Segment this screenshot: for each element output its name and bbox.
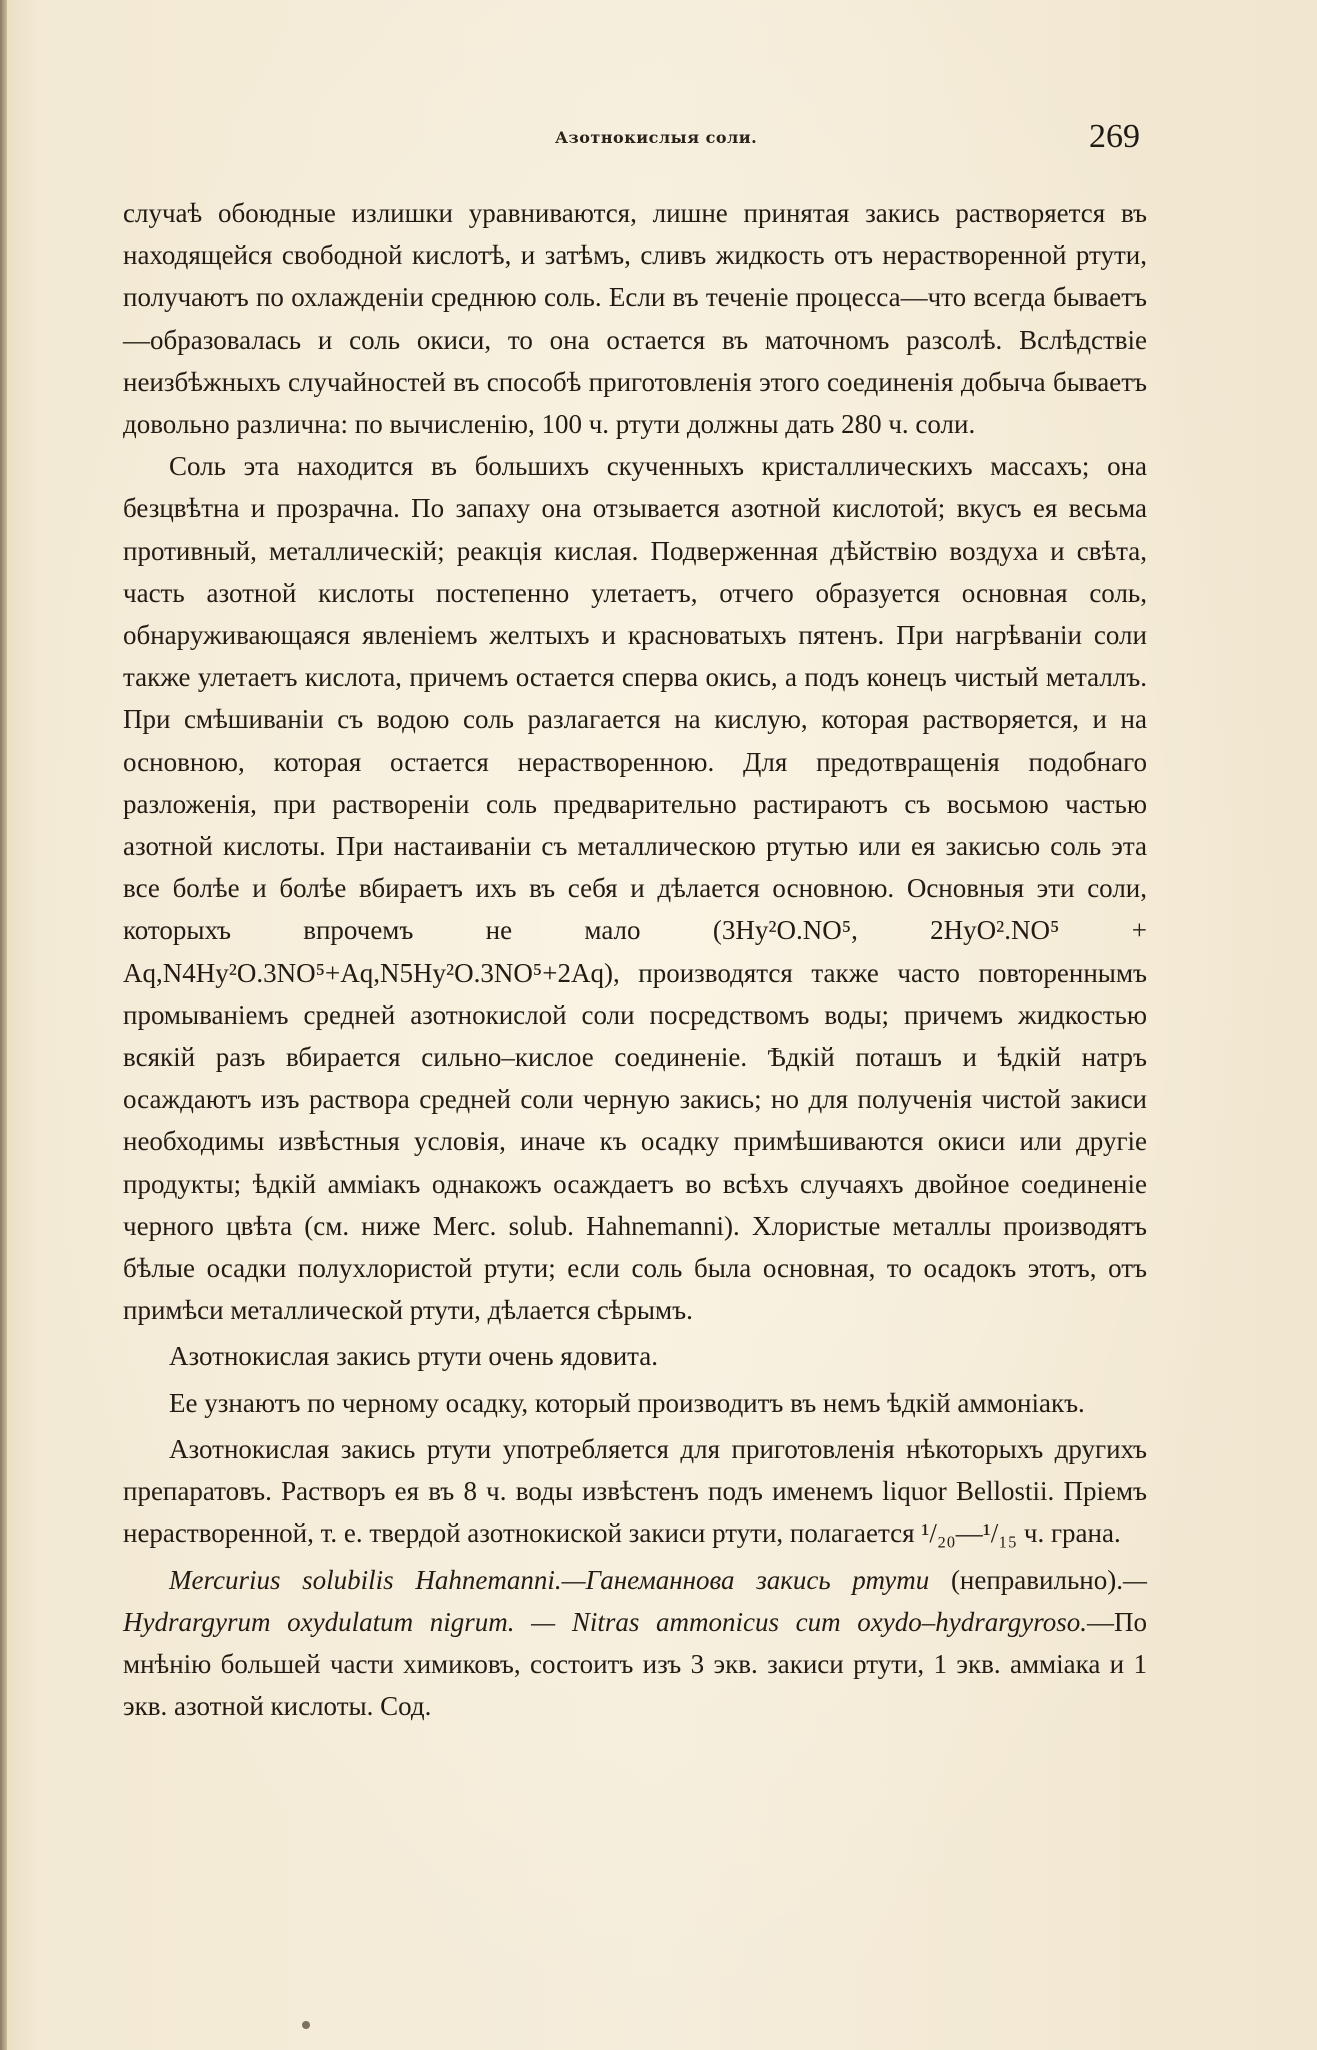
body-text	[123, 192, 1147, 1727]
paragraph: Ее узнаютъ по черному осадку, который производитъ въ немъ ѣдкій аммоніакъ.	[169, 1387, 1085, 1418]
latin-synonyms: —Hydrargyrum oxydulatum nigrum. — Nitras ammonicus cum oxydo–hydrargyroso.	[123, 1564, 1147, 1637]
paragraph: Соль эта находится въ большихъ скученныхъ кристаллическихъ массахъ; она безцвѣтна и прозрачна. По запаху она отзывается азотной кислотой; вкусъ ея весьма противный, металлическій; реакція кислая. Подверженная дѣйствію воздуха и свѣта, часть азотной кислоты постепенно улетаетъ, отчего образуется основная соль, обнаруживающаяся явленіемъ желтыхъ и красноватыхъ пятенъ. При нагрѣваніи соли также улетаетъ кислота, причемъ остается сперва окись, а подъ конецъ чистый металлъ. При смѣшиваніи съ водою соль разлагается на кислую, которая растворяется, и на основною, которая остается нерастворенною. Для предотвращенія подобнаго разложенія, при раствореніи соль предварительно растираютъ съ восьмою частью азотной кислоты. При настаиваніи съ металлическою ртутью или ея закисью соль эта все болѣе и болѣе вбираетъ ихъ въ себя и дѣлается основною. Основныя эти соли, которыхъ впрочемъ не мало (3Hy²O.NO⁵, 2HyO².NO⁵ + Aq,N4Hy²O.3NO⁵+Aq,N5Hy²O.3NO⁵+2Aq), производятся также часто повтореннымъ промываніемъ средней азотнокислой соли посредствомъ воды; причемъ жидкостью всякій разъ вбирается сильно–кислое соединеніе. Ѣдкій поташъ и ѣдкій натръ осаждаютъ изъ раствора средней соли черную закись; но для полученія чистой закиси необходимы извѣстныя условія, иначе къ осадку примѣшиваются окиси или другіе продукты; ѣдкій амміакъ однакожъ осаждаетъ во всѣхъ случаяхъ двойное соединеніе черного цвѣта (см. ниже Merc. solub. Hahnemanni). Хлористые металлы производятъ бѣлые осадки полухлористой ртути; если соль была основная, то осадокъ этотъ, отъ примѣси металлической ртути, дѣлается сѣрымъ.	[123, 451, 1147, 1326]
text-run: —По мнѣнію большей части химиковъ, состоитъ изъ 3 экв. закиси ртути, 1 экв. амміака и 1 экв. азотной кислоты. Сод.	[123, 1606, 1147, 1722]
latin-term: Mercurius solubilis Hahnemanni.—Ганеманнова закись ртути	[169, 1564, 930, 1595]
text-run: (неправильно).	[929, 1564, 1123, 1595]
paragraph-mercurius-solubilis	[123, 1559, 1147, 1728]
paragraph: Азотнокислая закись ртути очень ядовита.	[169, 1341, 659, 1372]
running-head	[120, 118, 1140, 168]
paragraph: Азотнокислая закись ртути употребляется для приготовленія нѣкоторыхъ другихъ препаратовъ. Растворъ ея въ 8 ч. воды извѣстенъ подъ именемъ liquor Bellostii. Пріемъ нерастворенной, т. е. твердой азотнокиской закиси ртути, полагается ¹/₂₀—¹/₁₅ ч. грана.	[123, 1433, 1147, 1549]
running-title: Азотнокислыя соли.	[555, 128, 758, 147]
page-binding-edge	[0, 0, 7, 2050]
paragraph: случаѣ обоюдные излишки уравниваются, лишне принятая закись растворяется въ находящейся свободной кислотѣ, и затѣмъ, сливъ жидкость отъ нерастворенной ртути, получаютъ по охлажденіи среднюю соль. Если въ теченіе процесса—что всегда бываетъ—образовалась и соль окиси, то она остается въ маточномъ разсолѣ. Вслѣдствіе неизбѣжныхъ случайностей въ способѣ приготовленія этого соединенія добыча бываетъ довольно различна: по вычисленію, 100 ч. ртути должны дать 280 ч. соли.	[123, 198, 1147, 440]
ink-spot	[302, 2021, 310, 2029]
page-number: 269	[1089, 118, 1140, 155]
